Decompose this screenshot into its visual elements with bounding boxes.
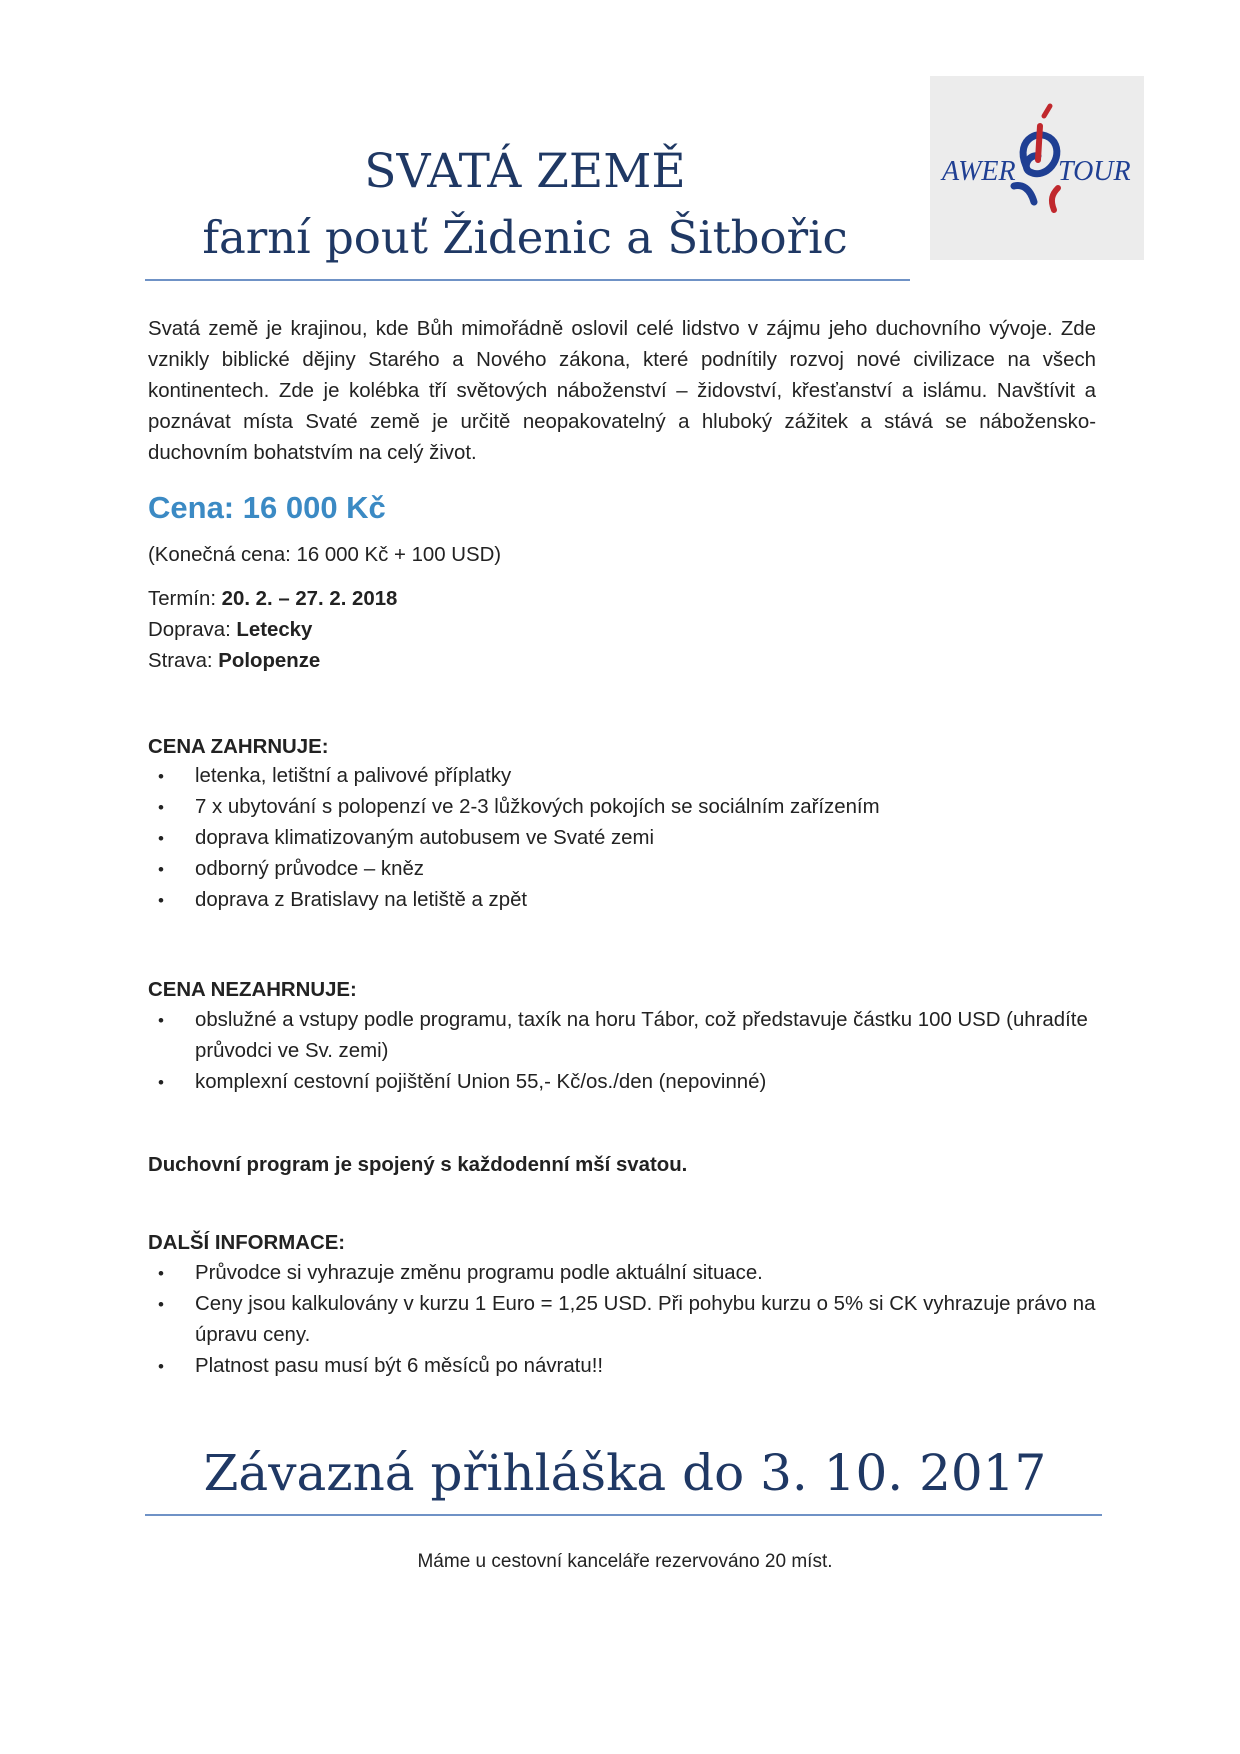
- bullet-icon: •: [158, 829, 164, 848]
- list-item-text: doprava klimatizovaným autobusem ve Svaté zemi: [195, 827, 654, 849]
- list-item: [148, 885, 1096, 916]
- title-divider: [145, 279, 910, 281]
- list-item-text: komplexní cestovní pojištění Union 55,- Kč/os./den (nepovinné): [195, 1071, 767, 1093]
- list-item-text: Průvodce si vyhrazuje změnu programu podle aktuální situace.: [195, 1262, 763, 1284]
- transport-line: [148, 619, 312, 642]
- logo-text-left: AWER: [942, 156, 1016, 187]
- list-item-text: 7 x ubytování s polopenzí ve 2-3 lůžkových pokojích se sociálním zařízením: [195, 796, 880, 818]
- logo-graphic: [930, 76, 1144, 260]
- page-subtitle: farní pouť Židenic a Šitbořic: [202, 211, 848, 264]
- more-info-title: DALŠÍ INFORMACE:: [148, 1232, 346, 1254]
- transport-label: Doprava:: [148, 619, 237, 641]
- program-note: Duchovní program je spojený s každodenní mší svatou.: [148, 1154, 688, 1176]
- list-item: [148, 1005, 1096, 1067]
- bullet-icon: •: [158, 891, 164, 910]
- meals-line: [148, 650, 320, 673]
- included-title: CENA ZAHRNUJE:: [148, 736, 329, 758]
- transport-value: Letecky: [236, 619, 313, 641]
- term-line: [148, 588, 397, 611]
- bullet-icon: •: [158, 1357, 164, 1376]
- list-item: [148, 792, 1096, 823]
- bullet-icon: •: [158, 1295, 164, 1314]
- bullet-icon: •: [158, 798, 164, 817]
- meals-label: Strava:: [148, 650, 219, 672]
- bullet-icon: •: [158, 1264, 164, 1283]
- list-item: [148, 1289, 1096, 1351]
- list-item-text: letenka, letištní a palivové příplatky: [195, 765, 512, 787]
- more-info-list: [148, 1258, 1096, 1382]
- bullet-icon: •: [158, 860, 164, 879]
- awer-tour-logo: [930, 76, 1144, 260]
- registration-deadline: Závazná přihláška do 3. 10. 2017: [203, 1444, 1047, 1502]
- list-item: [148, 1067, 1096, 1098]
- list-item-text: odborný průvodce – kněz: [195, 858, 424, 880]
- bullet-icon: •: [158, 767, 164, 786]
- meals-value: Polopenze: [218, 650, 321, 672]
- list-item: [148, 1351, 1096, 1382]
- excluded-list: [148, 1005, 1096, 1098]
- list-item: [148, 823, 1096, 854]
- logo-text-right: TOUR: [1058, 156, 1131, 187]
- list-item-text: Ceny jsou kalkulovány v kurzu 1 Euro = 1,25 USD. Při pohybu kurzu o 5% si CK vyhrazuje právo na úpravu ceny.: [195, 1293, 1096, 1346]
- bullet-icon: •: [158, 1011, 164, 1030]
- list-item: [148, 854, 1096, 885]
- list-item-text: Platnost pasu musí být 6 měsíců po návratu!!: [195, 1355, 604, 1377]
- deadline-divider: [145, 1514, 1102, 1516]
- included-list: [148, 761, 1096, 916]
- final-price-note: (Konečná cena: 16 000 Kč + 100 USD): [148, 544, 502, 566]
- intro-paragraph: Svatá země je krajinou, kde Bůh mimořádně oslovil celé lidstvo v zájmu jeho duchovního vývoje. Zde vznikly biblické dějiny Starého a Nového zákona, které podnítily rozvoj nové civilizace na všech kontinentech. Zde je kolébka tří světových náboženství – židovství, křesťanství a islámu. Navštívit a poznávat místa Svaté země je určitě neopakovatelný a hluboký zážitek a stává se nábožensko-duchovním bohatstvím na celý život.: [148, 318, 1096, 464]
- bullet-icon: •: [158, 1073, 164, 1092]
- price-heading: Cena: 16 000 Kč: [148, 490, 386, 525]
- page-title: SVATÁ ZEMĚ: [364, 144, 686, 199]
- list-item-text: obslužné a vstupy podle programu, taxík na horu Tábor, což představuje částku 100 USD (uhradíte průvodci ve Sv. zemi): [195, 1009, 1088, 1062]
- reservation-note: Máme u cestovní kanceláře rezervováno 20 míst.: [417, 1551, 833, 1572]
- list-item: [148, 1258, 1096, 1289]
- term-label: Termín:: [148, 588, 222, 610]
- list-item-text: doprava z Bratislavy na letiště a zpět: [195, 889, 528, 911]
- list-item: [148, 761, 1096, 792]
- term-value: 20. 2. – 27. 2. 2018: [221, 588, 398, 610]
- excluded-title: CENA NEZAHRNUJE:: [148, 979, 357, 1001]
